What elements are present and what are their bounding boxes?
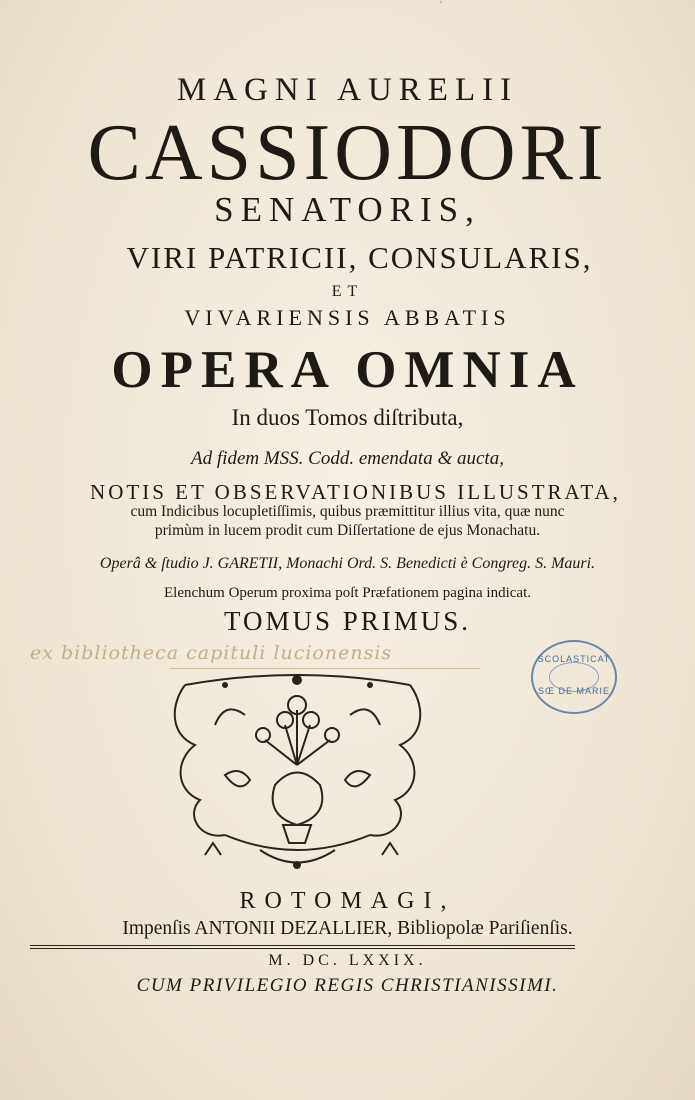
imprint-city: ROTOMAGI, <box>239 888 456 914</box>
double-rule-top <box>30 945 575 946</box>
imprint-publisher: Impenſis ANTONII DEZALLIER, Bibliopolæ Pariſienſis. <box>122 918 573 939</box>
manuscript-note: Ad fidem MSS. Codd. emendata & aucta, <box>191 448 504 469</box>
library-stamp <box>531 640 617 714</box>
author-title-abbatis: VIVARIENSIS ABBATIS <box>184 305 511 330</box>
handwritten-provenance-note: ex bibliotheca capituli lucionensis <box>30 642 393 664</box>
stamp-top-text: SCOLASTICAT <box>537 654 611 664</box>
author-title-senatoris: SENATORIS, <box>214 190 481 229</box>
contents-note: Elenchum Operum proxima poſt Præfationem pagina indicat. <box>164 585 531 601</box>
indices-note: cum Indicibus locupletiſſimis, quibus præmittitur illius vita, quæ nunc <box>130 503 565 520</box>
imprint-year: M. DC. LXXIX. <box>268 952 427 969</box>
work-title: OPERA OMNIA <box>111 341 584 399</box>
conjunction-et: ET <box>331 283 364 300</box>
author-title-patricii: VIRI PATRICII, CONSULARIS, <box>126 240 593 275</box>
printers-ornament-vase-icon <box>165 665 430 880</box>
double-rule-bottom <box>30 948 575 949</box>
notes-heading: NOTIS ET OBSERVATIONIBUS ILLUSTRATA, <box>90 480 621 504</box>
page-mark: ' <box>440 0 442 11</box>
royal-privilege: CUM PRIVILEGIO REGIS CHRISTIANISSIMI. <box>136 975 559 996</box>
volume-label: TOMUS PRIMUS. <box>223 606 472 636</box>
stamp-bottom-text: SŒ DE MARIE <box>537 686 610 696</box>
author-praenomen: MAGNI AURELII <box>176 72 519 108</box>
editor-credit: Operâ & ſtudio J. GARETII, Monachi Ord. S. Benedicti è Congreg. S. Mauri. <box>99 555 596 572</box>
author-name: CASSIODORI <box>87 109 608 197</box>
dissertation-note: primùm in lucem prodit cum Diſſertatione de ejus Monachatu. <box>154 522 541 539</box>
volumes-note: In duos Tomos diſtributa, <box>231 405 464 430</box>
